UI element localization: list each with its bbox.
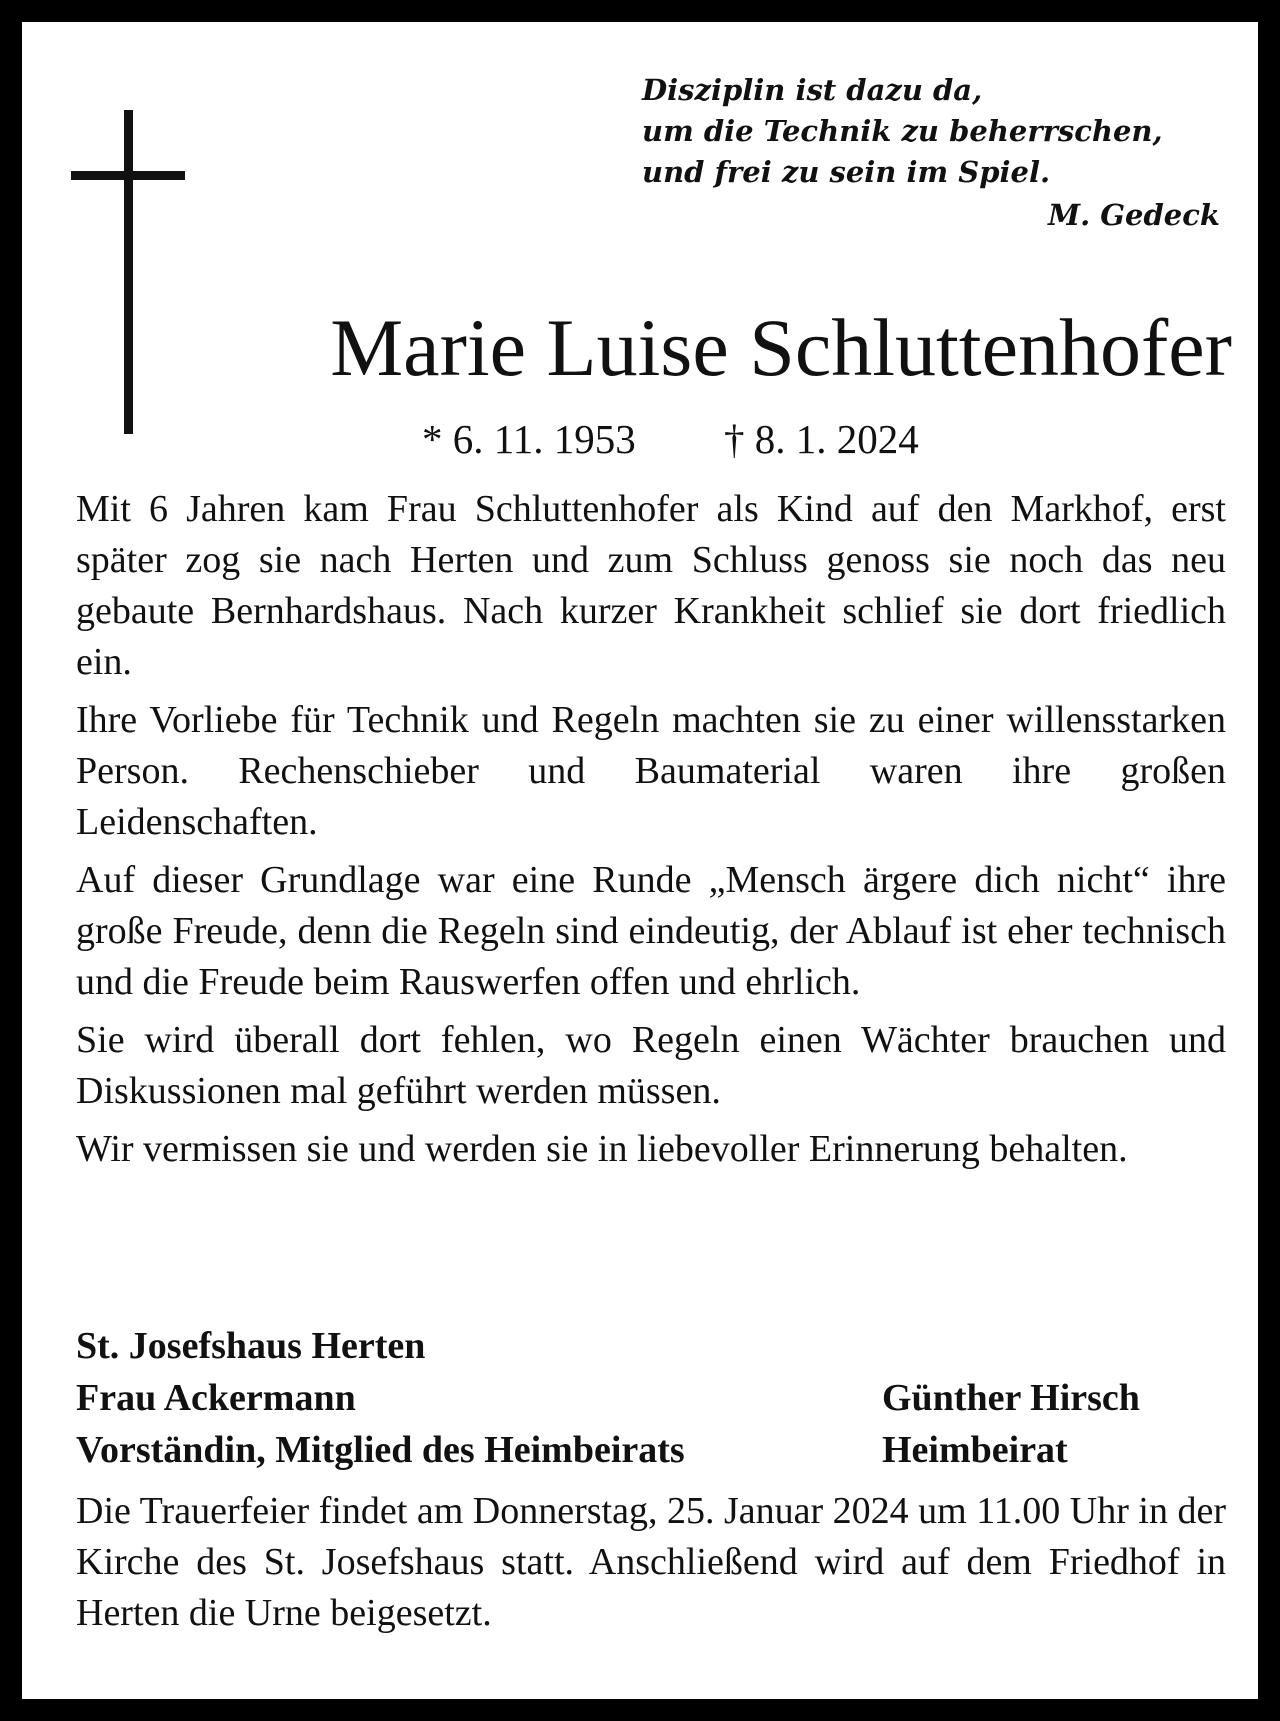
motto-line: und frei zu sein im Spiel. [642,155,1051,189]
obituary-notice [22,22,1258,1699]
signature-left-role: Vorständin, Mitglied des Heimbeirats [76,1429,685,1471]
paragraph: Auf dieser Grundlage war eine Runde „Mensch ärgere dich nicht“ ihre große Freude, denn die Regeln sind eindeutig, der Ablauf ist eher technisch und die Freude beim Rauswerfen offen und ehrlich. [76,859,1226,1003]
motto-line: um die Technik zu beherrschen, [642,114,1163,148]
signatures [76,1320,1226,1476]
signature-name-row [76,1372,1226,1424]
paragraph: Ihre Vorliebe für Technik und Regeln machten sie zu einer willensstarken Person. Rechenschieber und Baumaterial waren ihre großen Leidenschaften. [76,699,1226,843]
signature-left-name: Frau Ackermann [76,1377,356,1419]
birth-date: * 6. 11. 1953 [422,416,636,462]
motto-author: M. Gedeck [1048,198,1220,232]
motto-line: Disziplin ist dazu da, [642,73,983,107]
cross-icon-bar [71,171,185,180]
life-dates [422,414,1122,464]
funeral-notice [76,1486,1226,1639]
signature-right-role: Heimbeirat [882,1429,1068,1471]
motto-quote [642,70,1222,236]
obituary-text [76,484,1226,1182]
death-date: † 8. 1. 2024 [723,416,919,462]
paragraph: Wir vermissen sie und werden sie in liebevoller Erinnerung behalten. [76,1128,1128,1170]
funeral-notice-text: Die Trauerfeier findet am Donnerstag, 25. Januar 2024 um 11.00 Uhr in der Kirche des St. Josefshaus statt. Anschließend wird auf dem Friedhof in Herten die Urne beigesetzt. [76,1490,1226,1634]
signature-right-name: Günther Hirsch [882,1377,1140,1419]
paragraph: Sie wird überall dort fehlen, wo Regeln einen Wächter brauchen und Diskussionen mal geführt werden müssen. [76,1019,1226,1112]
cross-icon [124,110,133,434]
signature-institution: St. Josefshaus Herten [76,1325,426,1367]
signature-institution-row [76,1320,1226,1372]
signature-role-row [76,1424,1226,1476]
deceased-name: Marie Luise Schluttenhofer [330,302,1232,393]
paragraph: Mit 6 Jahren kam Frau Schluttenhofer als Kind auf den Markhof, erst später zog sie nach Herten und zum Schluss genoss sie noch das neu gebaute Bernhardshaus. Nach kurzer Krankheit schlief sie dort friedlich ein. [76,488,1226,683]
